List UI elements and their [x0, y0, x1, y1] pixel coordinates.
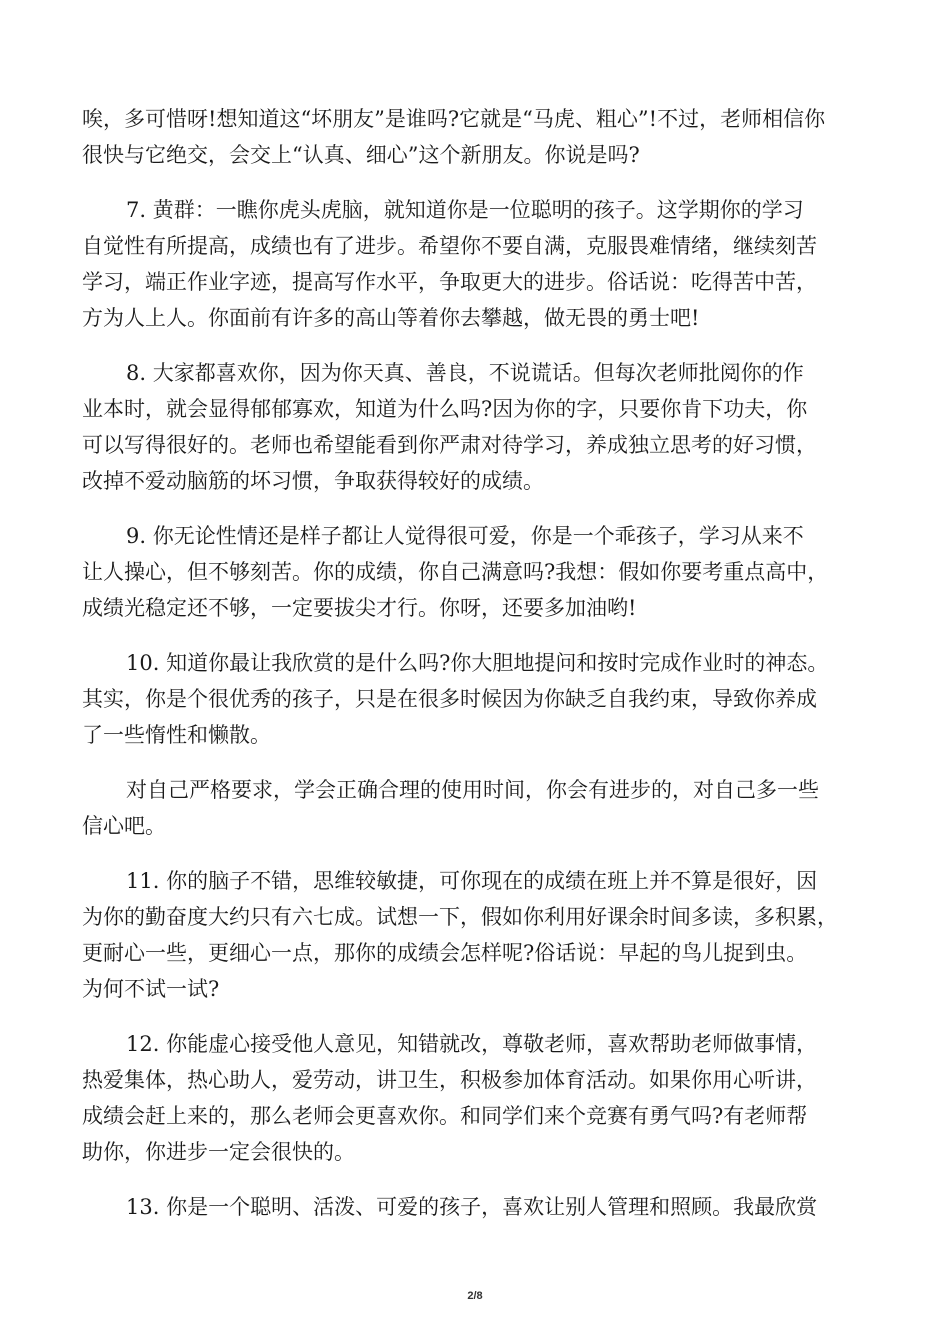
text-line: 让人操心，但不够刻苦。你的成绩，你自己满意吗?我想：假如你要考重点高中，: [82, 560, 829, 584]
paragraph: [82, 645, 882, 753]
paragraph: [82, 772, 882, 844]
text-line: 了一些惰性和懒散。: [82, 723, 271, 747]
text-line: 7. 黄群：一瞧你虎头虎脑，就知道你是一位聪明的孩子。这学期你的学习: [126, 198, 804, 222]
document-body: [82, 101, 882, 1244]
text-line: 12. 你能虚心接受他人意见，知错就改，尊敬老师，喜欢帮助老师做事情，: [126, 1032, 818, 1056]
text-line: 自觉性有所提高，成绩也有了进步。希望你不要自满，克服畏难情绪，继续刻苦: [82, 234, 817, 258]
text-line: 很快与它绝交，会交上“认真、细心”这个新朋友。你说是吗?: [82, 143, 640, 167]
text-line: 方为人上人。你面前有许多的高山等着你去攀越，做无畏的勇士吧!: [82, 306, 700, 330]
text-line: 成绩会赶上来的，那么老师会更喜欢你。和同学们来个竞赛有勇气吗?有老师帮: [82, 1104, 808, 1128]
text-line: 改掉不爱动脑筋的坏习惯，争取获得较好的成绩。: [82, 469, 544, 493]
text-line: 10. 知道你最让我欣赏的是什么吗?你大胆地提问和按时完成作业时的神态。: [126, 651, 829, 675]
text-line: 热爱集体，热心助人，爱劳动，讲卫生，积极参加体育活动。如果你用心听讲，: [82, 1068, 817, 1092]
paragraph: [82, 192, 882, 336]
text-line: 信心吧。: [82, 814, 166, 838]
paragraph: [82, 1189, 882, 1225]
paragraph: [82, 518, 882, 626]
text-line: 唉，多可惜呀!想知道这“坏朋友”是谁吗?它就是“马虎、粗心”!不过，老师相信你: [82, 107, 826, 131]
text-line: 更耐心一些，更细心一点，那你的成绩会怎样呢?俗话说：早起的鸟儿捉到虫。: [82, 941, 808, 965]
text-line: 成绩光稳定还不够，一定要拔尖才行。你呀，还要多加油哟!: [82, 596, 637, 620]
text-line: 9. 你无论性情还是样子都让人觉得很可爱，你是一个乖孩子，学习从来不: [126, 524, 804, 548]
text-line: 为你的勤奋度大约只有六七成。试想一下，假如你利用好课余时间多读，多积累，: [82, 905, 838, 929]
paragraph: [82, 101, 882, 173]
text-line: 可以写得很好的。老师也希望能看到你严肃对待学习，养成独立思考的好习惯，: [82, 433, 817, 457]
page-number: 2/8: [467, 1290, 483, 1302]
text-line: 8. 大家都喜欢你，因为你天真、善良，不说谎话。但每次老师批阅你的作: [126, 361, 804, 385]
text-line: 为何不试一试?: [82, 977, 220, 1001]
paragraph: [82, 1026, 882, 1170]
text-line: 11. 你的脑子不错，思维较敏捷，可你现在的成绩在班上并不算是很好，因: [126, 869, 818, 893]
paragraph: [82, 863, 882, 1007]
paragraph: [82, 355, 882, 499]
text-line: 助你，你进步一定会很快的。: [82, 1140, 355, 1164]
text-line: 对自己严格要求，学会正确合理的使用时间，你会有进步的，对自己多一些: [126, 778, 819, 802]
text-line: 学习，端正作业字迹，提高写作水平，争取更大的进步。俗话说：吃得苦中苦，: [82, 270, 817, 294]
text-line: 13. 你是一个聪明、活泼、可爱的孩子，喜欢让别人管理和照顾。我最欣赏: [126, 1195, 818, 1219]
text-line: 业本时，就会显得郁郁寡欢，知道为什么吗?因为你的字，只要你肯下功夫，你: [82, 397, 808, 421]
text-line: 其实，你是个很优秀的孩子，只是在很多时候因为你缺乏自我约束，导致你养成: [82, 687, 817, 711]
